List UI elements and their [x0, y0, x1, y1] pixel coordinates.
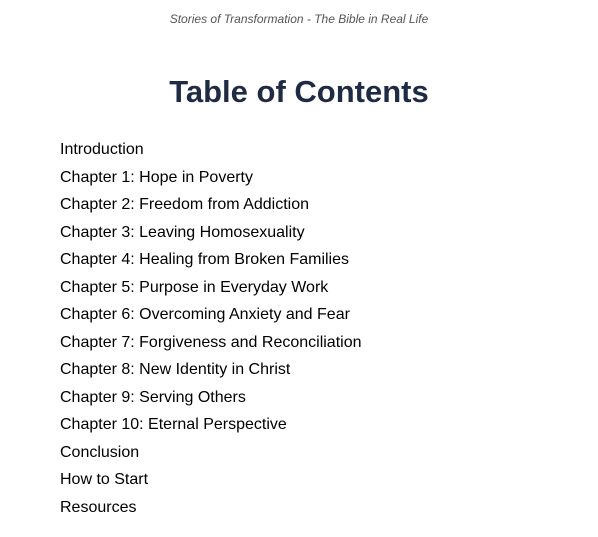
- toc-item-introduction[interactable]: Introduction: [60, 141, 144, 158]
- toc-item-chapter-9[interactable]: Chapter 9: Serving Others: [60, 388, 246, 406]
- toc-item-chapter-5[interactable]: Chapter 5: Purpose in Everyday Work: [60, 278, 329, 296]
- toc-item-conclusion[interactable]: Conclusion: [60, 443, 140, 461]
- toc-title: Table of Contents: [169, 74, 429, 109]
- toc-list: [60, 136, 362, 521]
- running-header: Stories of Transformation - The Bible in Real Life: [169, 12, 429, 26]
- toc-item-chapter-8[interactable]: Chapter 8: New Identity in Christ: [60, 361, 291, 378]
- toc-item-chapter-3[interactable]: Chapter 3: Leaving Homosexuality: [60, 223, 305, 241]
- toc-item-chapter-2[interactable]: Chapter 2: Freedom from Addiction: [60, 196, 310, 213]
- toc-item-how-to-start[interactable]: How to Start: [60, 471, 149, 488]
- toc-item-chapter-6[interactable]: Chapter 6: Overcoming Anxiety and Fear: [60, 306, 350, 323]
- toc-item-chapter-10[interactable]: Chapter 10: Eternal Perspective: [60, 416, 287, 433]
- toc-item-resources[interactable]: Resources: [60, 498, 137, 516]
- toc-item-chapter-1[interactable]: Chapter 1: Hope in Poverty: [60, 168, 253, 186]
- toc-item-chapter-4[interactable]: Chapter 4: Healing from Broken Families: [60, 251, 350, 268]
- toc-item-chapter-7[interactable]: Chapter 7: Forgiveness and Reconciliation: [60, 333, 362, 351]
